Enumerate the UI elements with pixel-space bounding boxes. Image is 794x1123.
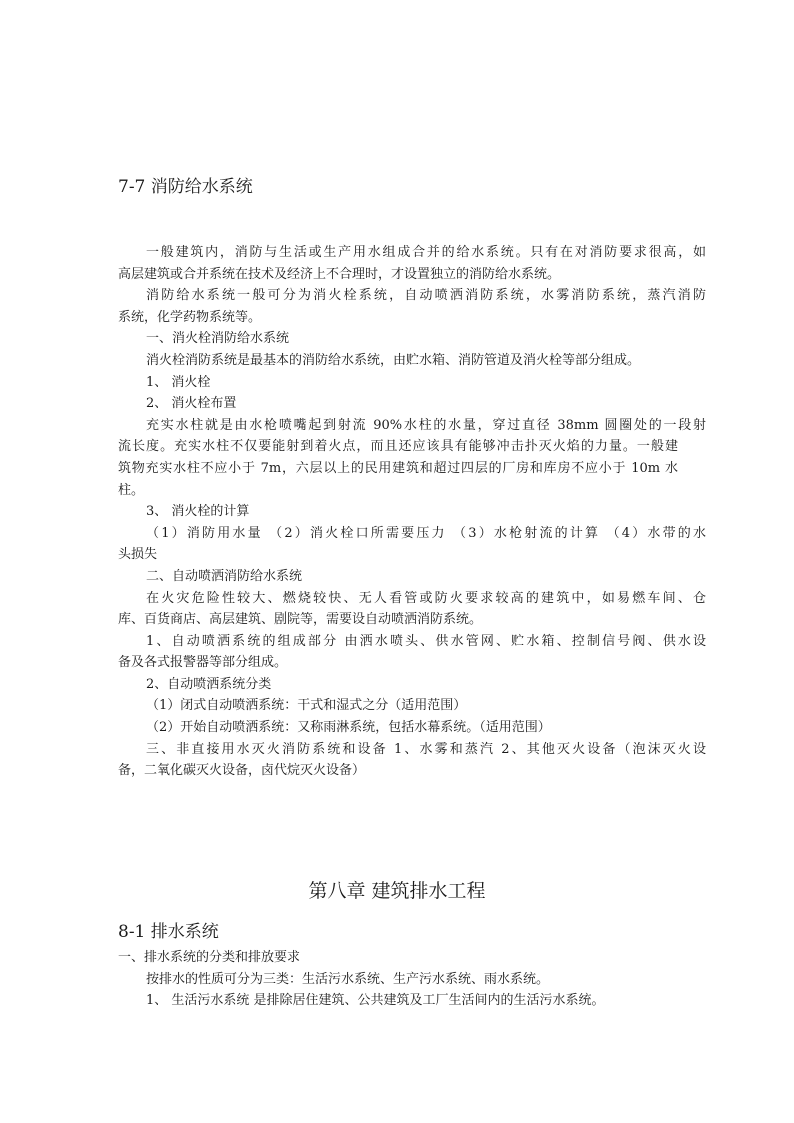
paragraph-line: 备，二氧化碳灭火设备，卤代烷灭火设备） (118, 763, 366, 779)
list-item: 3、 消火栓的计算 (146, 504, 250, 520)
paragraph-line: 头损失 (118, 547, 158, 563)
section-7-7-body (118, 242, 706, 782)
subheading: 一、消火栓消防给水系统 (146, 331, 290, 347)
paragraph-line: 备及各式报警器等部分组成。 (118, 655, 288, 671)
chapter-title: 第八章 建筑排水工程 (308, 880, 486, 902)
paragraph-line: 柱。 (118, 482, 145, 498)
paragraph-line: 库、百货商店、高层建筑、剧院等，需要设自动喷洒消防系统。 (118, 612, 483, 628)
paragraph-line: 在火灾危险性较大、燃烧较快、无人看管或防火要求较高的建筑中，如易燃车间、仓 (146, 590, 706, 606)
paragraph-line: 按排水的性质可分为三类：生活污水系统、生产污水系统、雨水系统。 (146, 971, 550, 987)
paragraph-line: 高层建筑或合并系统在技术及经济上不合理时，才设置独立的消防给水系统。 (118, 266, 561, 282)
paragraph-line: 流长度。充实水柱不仅要能射到着火点，而且还应该具有能够冲击扑灭火焰的力量。一般建 (118, 439, 678, 455)
paragraph-line: 筑物充实水柱不应小于 7m，六层以上的民用建筑和超过四层的厂房和库房不应小于 10m 水 (118, 460, 678, 476)
section-heading-7-7: 7-7 消防给水系统 (118, 177, 253, 197)
paragraph-line: 消防给水系统一般可分为消火栓系统，自动喷洒消防系统，水雾消防系统，蒸汽消防 (146, 288, 706, 304)
paragraph-line: （1）消防用水量 （2）消火栓口所需要压力 （3）水枪射流的计算 （4）水带的水 (146, 525, 706, 541)
paragraph-line: 1、自动喷洒系统的组成部分 由洒水喷头、供水管网、贮水箱、控制信号阀、供水设 (146, 633, 706, 649)
section-heading-8-1: 8-1 排水系统 (118, 922, 219, 942)
section-8-1-body (118, 947, 680, 1012)
list-item: 2、 消火栓布置 (146, 396, 237, 412)
list-item: （1）闭式自动喷洒系统：干式和湿式之分（适用范围） (146, 698, 467, 714)
paragraph-line: 系统，化学药物系统等。 (118, 309, 262, 325)
list-item: 2、自动喷洒系统分类 (146, 676, 272, 692)
paragraph-line: 一般建筑内，消防与生活或生产用水组成合并的给水系统。只有在对消防要求很高，如 (146, 245, 706, 260)
subheading: 一、排水系统的分类和排放要求 (118, 950, 301, 965)
list-item: 1、 生活污水系统 是排除居住建筑、公共建筑及工厂生活间内的生活污水系统。 (146, 993, 605, 1009)
paragraph-line: 充实水柱就是由水枪喷嘴起到射流 90%水柱的水量，穿过直径 38mm 圆圈处的一段射 (146, 417, 706, 433)
list-item: 1、 消火栓 (146, 374, 211, 390)
paragraph-line: 消火栓消防系统是最基本的消防给水系统，由贮水箱、消防管道及消火栓等部分组成。 (146, 352, 641, 368)
subheading: 二、自动喷洒消防给水系统 (146, 568, 303, 584)
paragraph-line: 三、非直接用水灭火消防系统和设备 1、水雾和蒸汽 2、其他灭火设备（泡沫灭火设 (146, 741, 706, 757)
list-item: （2）开始自动喷洒系统：又称雨淋系统，包括水幕系统。（适用范围） (146, 720, 551, 736)
